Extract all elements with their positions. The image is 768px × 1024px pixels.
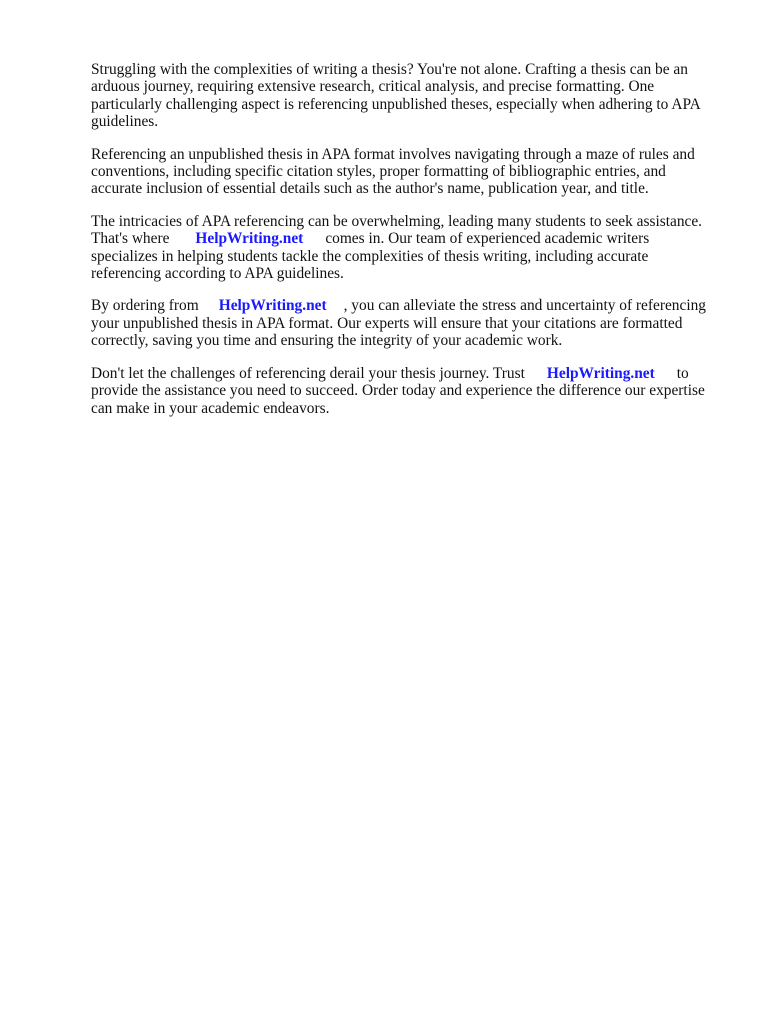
- text-segment: That's where: [91, 230, 170, 248]
- helpwriting-link[interactable]: HelpWriting.net: [546, 364, 655, 382]
- helpwriting-link[interactable]: HelpWriting.net: [218, 297, 327, 315]
- text-line: particularly challenging aspect is referencing unpublished theses, especially when adhering to APA: [91, 95, 701, 113]
- text-line: Struggling with the complexities of writing a thesis? You're not alone. Crafting a thesis can be an: [91, 61, 688, 78]
- text-line: conventions, including specific citation styles, proper formatting of bibliographic entries, and: [91, 163, 666, 181]
- paragraph-apa-format: [91, 146, 731, 198]
- text-line: Referencing an unpublished thesis in APA format involves navigating through a maze of rules and: [91, 145, 695, 163]
- text-line-with-link: [91, 297, 731, 314]
- text-line: provide the assistance you need to succeed. Order today and experience the difference our expertise: [91, 382, 705, 400]
- text-line: accurate inclusion of essential details such as the author's name, publication year, and title.: [91, 180, 649, 198]
- text-segment: , you can alleviate the stress and uncertainty of referencing: [343, 297, 706, 315]
- text-line: specializes in helping students tackle the complexities of thesis writing, including accurate: [91, 247, 649, 265]
- text-line: can make in your academic endeavors.: [91, 399, 330, 417]
- paragraph-ordering: [91, 297, 731, 349]
- text-line: referencing according to APA guidelines.: [91, 265, 344, 283]
- text-line-with-link: [91, 230, 731, 247]
- paragraph-assistance: [91, 213, 731, 283]
- paragraph-closing: [91, 365, 731, 417]
- text-line: correctly, saving you time and ensuring the integrity of your academic work.: [91, 332, 563, 350]
- text-line: arduous journey, requiring extensive research, critical analysis, and precise formatting. One: [91, 78, 655, 96]
- helpwriting-link[interactable]: HelpWriting.net: [195, 230, 304, 248]
- text-line: your unpublished thesis in APA format. Our experts will ensure that your citations are formatted: [91, 314, 683, 332]
- paragraph-intro: [91, 61, 731, 131]
- text-segment: By ordering from: [91, 297, 199, 315]
- document-body: [91, 61, 731, 432]
- text-line: The intricacies of APA referencing can be overwhelming, leading many students to seek assistance.: [91, 212, 703, 230]
- text-line-with-link: [91, 365, 731, 382]
- text-segment: comes in. Our team of experienced academic writers: [325, 230, 650, 248]
- text-line: guidelines.: [91, 113, 159, 131]
- text-segment: to: [676, 364, 689, 382]
- text-segment: Don't let the challenges of referencing derail your thesis journey. Trust: [91, 364, 525, 382]
